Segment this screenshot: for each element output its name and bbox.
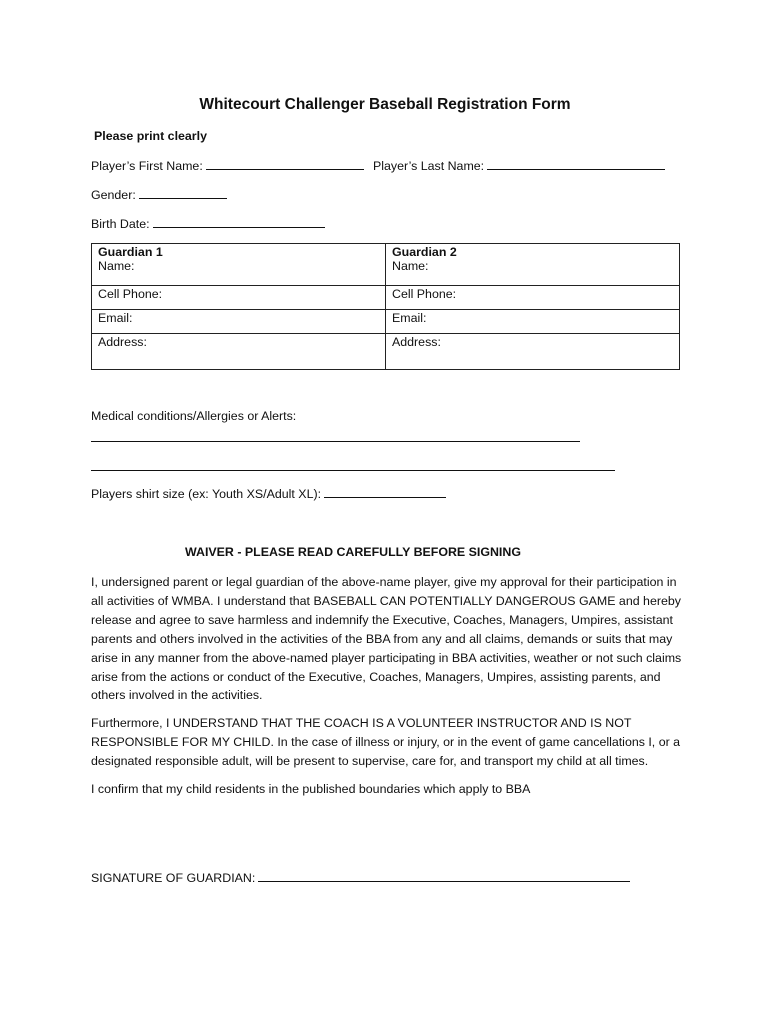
guardian2-name-label: Name: bbox=[392, 259, 429, 273]
birth-date-blank[interactable] bbox=[153, 216, 325, 228]
guardian2-email-label: Email: bbox=[392, 311, 427, 325]
print-instruction: Please print clearly bbox=[94, 129, 207, 143]
first-name-blank[interactable] bbox=[206, 158, 364, 170]
first-name-label: Player’s First Name: bbox=[91, 159, 203, 173]
guardian-row-name bbox=[92, 244, 680, 286]
shirt-size-label: Players shirt size (ex: Youth XS/Adult XL): bbox=[91, 487, 322, 501]
guardian2-name-cell[interactable] bbox=[386, 244, 680, 286]
guardian-row-email bbox=[92, 310, 680, 334]
birth-date-label: Birth Date: bbox=[91, 217, 150, 231]
guardian2-heading: Guardian 2 bbox=[392, 245, 457, 259]
guardian1-name-cell[interactable] bbox=[92, 244, 386, 286]
guardian2-address-label: Address: bbox=[392, 335, 441, 349]
guardian1-email-label: Email: bbox=[98, 311, 133, 325]
last-name-blank[interactable] bbox=[487, 158, 665, 170]
guardian2-email-cell[interactable] bbox=[386, 310, 680, 334]
birth-date-field[interactable] bbox=[91, 216, 325, 231]
waiver-paragraph-1: I, undersigned parent or legal guardian of the above-name player, give my approval for their participation in all activities of WMBA. I understand that BASEBALL CAN POTENTIALLY DANGEROUS GAME and hereby release and agree to save harmless and indemnify the Executive, Coaches, Managers, Umpires, assistant parents and others involved in the activities of the BBA from any and all claims, demands or suits that may arise in any manner from the above-named player participating in BBA activities, weather or not such claims arise from the actions or conduct of the Executive, Coaches, Managers, Umpires, assisting parents, and others involved in the activities. bbox=[91, 575, 682, 703]
medical-blank-line-1[interactable] bbox=[91, 441, 580, 442]
medical-blank-line-2[interactable] bbox=[91, 470, 615, 471]
last-name-field[interactable] bbox=[373, 158, 665, 173]
shirt-size-field[interactable] bbox=[91, 486, 446, 501]
guardian-row-address bbox=[92, 334, 680, 370]
waiver-heading: WAIVER - PLEASE READ CAREFULLY BEFORE SIGNING bbox=[185, 545, 521, 559]
shirt-size-blank[interactable] bbox=[324, 486, 446, 498]
guardian1-cell-phone-label: Cell Phone: bbox=[98, 287, 163, 301]
guardian2-cell-phone-label: Cell Phone: bbox=[392, 287, 457, 301]
guardian2-address-cell[interactable] bbox=[386, 334, 680, 370]
waiver-paragraph-2: Furthermore, I UNDERSTAND THAT THE COACH IS A VOLUNTEER INSTRUCTOR AND IS NOT RESPONSIBLE FOR MY CHILD. In the case of illness or injury, or in the event of game cancellations I, or a designated responsible adult, will be present to supervise, care for, and transport my child at all times. bbox=[91, 716, 681, 768]
first-name-field[interactable] bbox=[91, 158, 364, 173]
guardian-table bbox=[91, 243, 680, 370]
guardian2-cell-phone-cell[interactable] bbox=[386, 286, 680, 310]
last-name-label: Player’s Last Name: bbox=[373, 159, 485, 173]
signature-field[interactable] bbox=[91, 870, 630, 885]
guardian1-cell-phone-cell[interactable] bbox=[92, 286, 386, 310]
gender-label: Gender: bbox=[91, 188, 136, 202]
guardian1-name-label: Name: bbox=[98, 259, 135, 273]
gender-field[interactable] bbox=[91, 187, 227, 202]
guardian1-email-cell[interactable] bbox=[92, 310, 386, 334]
medical-label: Medical conditions/Allergies or Alerts: bbox=[91, 409, 297, 423]
guardian1-address-cell[interactable] bbox=[92, 334, 386, 370]
signature-label: SIGNATURE OF GUARDIAN: bbox=[91, 871, 256, 885]
guardian1-address-label: Address: bbox=[98, 335, 147, 349]
form-title: Whitecourt Challenger Baseball Registration Form bbox=[199, 96, 571, 113]
waiver-paragraph-3: I confirm that my child residents in the published boundaries which apply to BBA bbox=[91, 782, 531, 796]
guardian-row-cell-phone bbox=[92, 286, 680, 310]
signature-blank[interactable] bbox=[258, 870, 630, 882]
guardian1-heading: Guardian 1 bbox=[98, 245, 163, 259]
gender-blank[interactable] bbox=[139, 187, 227, 199]
